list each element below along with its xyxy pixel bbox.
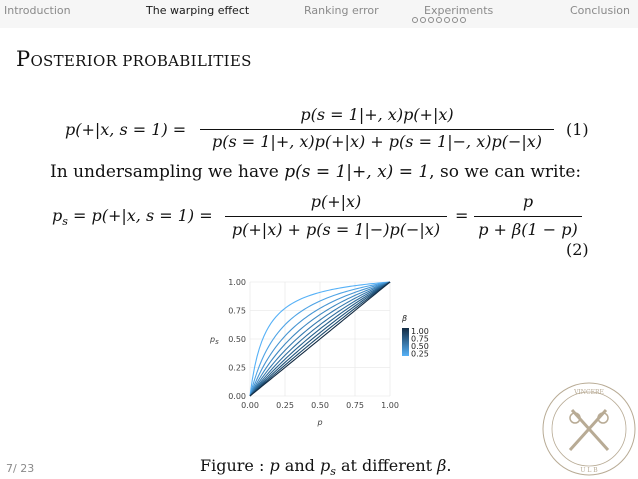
eq1-numerator: p(s = 1|+, x)p(+|x) (300, 105, 454, 124)
y-tick-labels (228, 278, 246, 401)
caption-ps-sub: s (330, 465, 336, 479)
text-math: p(s = 1|+, x) = 1 (284, 162, 430, 182)
eq2-number: (2) (566, 240, 589, 259)
undersampling-text (50, 162, 581, 182)
eq2-numerator1: p(+|x) (310, 192, 362, 211)
nav-item-ranking-error[interactable]: Ranking error (304, 4, 379, 17)
nav-item-introduction[interactable]: Introduction (4, 4, 71, 17)
title-cap: P (16, 47, 31, 71)
y-tick-label: 0.00 (228, 392, 246, 401)
title-rest: OSTERIOR PROBABILITIES (30, 52, 252, 70)
progress-dot[interactable] (428, 17, 434, 23)
eq2-lhs-rest: = p(+|x, s = 1) = (67, 206, 213, 225)
legend-label: 0.25 (411, 349, 429, 359)
caption-end: . (446, 456, 452, 475)
eq2-fraction-bar-1 (225, 216, 447, 217)
progress-dot[interactable] (420, 17, 426, 23)
eq1-lhs: p(+|x, s = 1) = (65, 120, 187, 139)
nav-bar (0, 0, 638, 28)
eq1-fraction-bar (200, 129, 554, 130)
eq2-equals: = (455, 206, 469, 225)
page-number: 7/ 23 (6, 462, 35, 475)
eq2-denominator2: p + β(1 − p) (478, 220, 578, 239)
x-tick-label: 0.50 (311, 401, 329, 410)
progress-dot[interactable] (436, 17, 442, 23)
y-tick-label: 0.25 (228, 363, 246, 373)
y-tick-label: 0.75 (228, 306, 246, 316)
text-before: In undersampling we have (50, 162, 285, 182)
eq2-lhs (52, 206, 213, 228)
slide-title (16, 47, 252, 71)
x-tick-label: 0.75 (346, 401, 364, 410)
caption-suffix: at different (335, 456, 438, 475)
nav-item-warping-effect[interactable]: The warping effect (146, 4, 250, 17)
y-axis-label-sub: s (215, 338, 219, 346)
posterior-chart (190, 272, 450, 432)
legend-label: 0.50 (411, 342, 429, 351)
legend-colorbar (402, 328, 409, 356)
legend-label: 0.75 (411, 334, 429, 344)
caption-ps: p (319, 456, 331, 475)
caption-mid: and (279, 456, 320, 475)
eq2-fraction-bar-2 (474, 216, 582, 217)
seal-text: VINCERE (574, 389, 604, 396)
x-tick-label: 0.25 (276, 401, 294, 410)
y-tick-label: 1.00 (228, 278, 246, 287)
eq1-number: (1) (566, 120, 589, 139)
caption-beta: β (437, 456, 447, 475)
eq2-denominator1: p(+|x) + p(s = 1|−)p(−|x) (231, 220, 441, 239)
eq1-denominator: p(s = 1|+, x)p(+|x) + p(s = 1|−, x)p(−|x) (211, 132, 543, 151)
x-tick-labels (241, 401, 399, 410)
x-tick-label: 1.00 (381, 401, 399, 410)
y-axis-label (209, 335, 219, 346)
progress-dot[interactable] (412, 17, 418, 23)
eq2-lhs-sub: s (62, 215, 68, 229)
figure-caption (200, 456, 452, 478)
eq2-numerator2: p (522, 192, 534, 211)
nav-item-experiments[interactable]: Experiments (424, 4, 494, 17)
nav-item-conclusion[interactable]: Conclusion (570, 4, 630, 17)
university-seal-logo (540, 380, 638, 479)
progress-dot[interactable] (444, 17, 450, 23)
text-after: , so we can write: (429, 162, 582, 182)
y-axis-label-p: p (210, 335, 216, 344)
progress-dot[interactable] (452, 17, 458, 23)
legend (401, 314, 429, 359)
eq2-lhs-p: p (52, 206, 63, 225)
caption-prefix: Figure : (200, 456, 270, 475)
seal-text: U L B (580, 467, 598, 474)
legend-title: β (402, 314, 408, 323)
progress-dot[interactable] (460, 17, 466, 23)
x-axis-label: p (317, 418, 323, 427)
caption-p: p (269, 456, 280, 475)
y-tick-label: 0.50 (228, 335, 246, 344)
legend-labels (411, 327, 429, 359)
progress-dots (412, 17, 466, 23)
legend-label: 1.00 (411, 327, 429, 336)
x-tick-label: 0.00 (241, 401, 259, 410)
